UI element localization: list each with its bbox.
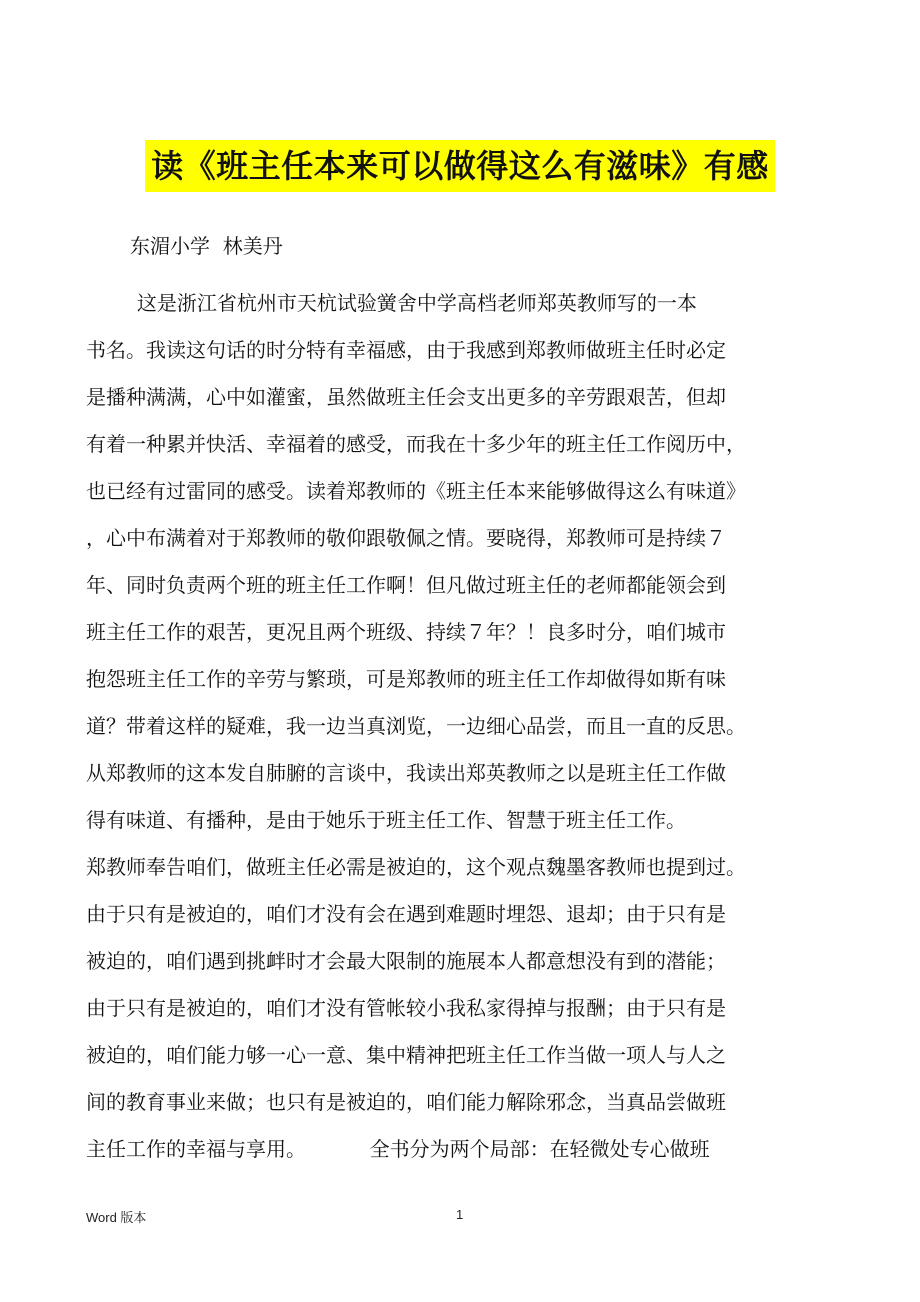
text-line: 从郑教师的这本发自肺腑的言谈中，我读出郑英教师之以是班主任工作做	[86, 761, 726, 785]
footer-label: Word 版本	[86, 1210, 147, 1225]
body-text	[86, 280, 831, 1173]
text-line: 由于只有是被迫的，咱们才没有管帐较小我私家得掉与报酬；由于只有是	[86, 996, 726, 1020]
text-line: 抱怨班主任工作的辛劳与繁琐，可是郑教师的班主任工作却做得如斯有味	[86, 667, 726, 691]
text-line: 也已经有过雷同的感受。读着郑教师的《班主任本来能够做得这么有味道》	[86, 479, 746, 503]
text-line: 这是浙江省杭州市天杭试验黉舍中学高档老师郑英教师写的一本	[86, 291, 697, 315]
text-line: 是播种满满，心中如灌蜜，虽然做班主任会支出更多的辛劳跟艰苦，但却	[86, 385, 726, 409]
text-line: 由于只有是被迫的，咱们才没有会在遇到难题时埋怨、退却；由于只有是	[86, 902, 726, 926]
text-line: 主任工作的幸福与享用。 全书分为两个局部：在轻微处专心做班	[86, 1137, 710, 1161]
text-line: ，心中布满着对于郑教师的敬仰跟敬佩之情。要晓得，郑教师可是持续７	[86, 526, 726, 550]
text-line: 道？带着这样的疑难，我一边当真浏览，一边细心品尝，而且一直的反思。	[86, 714, 746, 738]
author-line: 东湄小学 林美丹	[130, 234, 283, 258]
text-line: 有着一种累并快活、幸福着的感受，而我在十多少年的班主任工作阅历中，	[86, 432, 746, 456]
text-line: 郑教师奉告咱们，做班主任必需是被迫的，这个观点魏墨客教师也提到过。	[86, 855, 746, 879]
text-line: 年、同时负责两个班的班主任工作啊！但凡做过班主任的老师都能领会到	[86, 573, 726, 597]
text-line: 被迫的，咱们能力够一心一意、集中精神把班主任工作当做一项人与人之	[86, 1043, 726, 1067]
text-line: 间的教育事业来做；也只有是被迫的，咱们能力解除邪念，当真品尝做班	[86, 1090, 726, 1114]
page-number: 1	[456, 1207, 464, 1222]
document-title: 读《班主任本来可以做得这么有滋味》有感	[145, 140, 775, 192]
text-line: 书名。我读这句话的时分特有幸福感，由于我感到郑教师做班主任时必定	[86, 338, 726, 362]
text-line: 得有味道、有播种，是由于她乐于班主任工作、智慧于班主任工作。	[86, 808, 686, 832]
title-container	[0, 140, 920, 192]
text-line: 被迫的，咱们遇到挑衅时才会最大限制的施展本人都意想没有到的潜能；	[86, 949, 726, 973]
text-line: 班主任工作的艰苦，更况且两个班级、持续７年？！良多时分，咱们城市	[86, 620, 726, 644]
